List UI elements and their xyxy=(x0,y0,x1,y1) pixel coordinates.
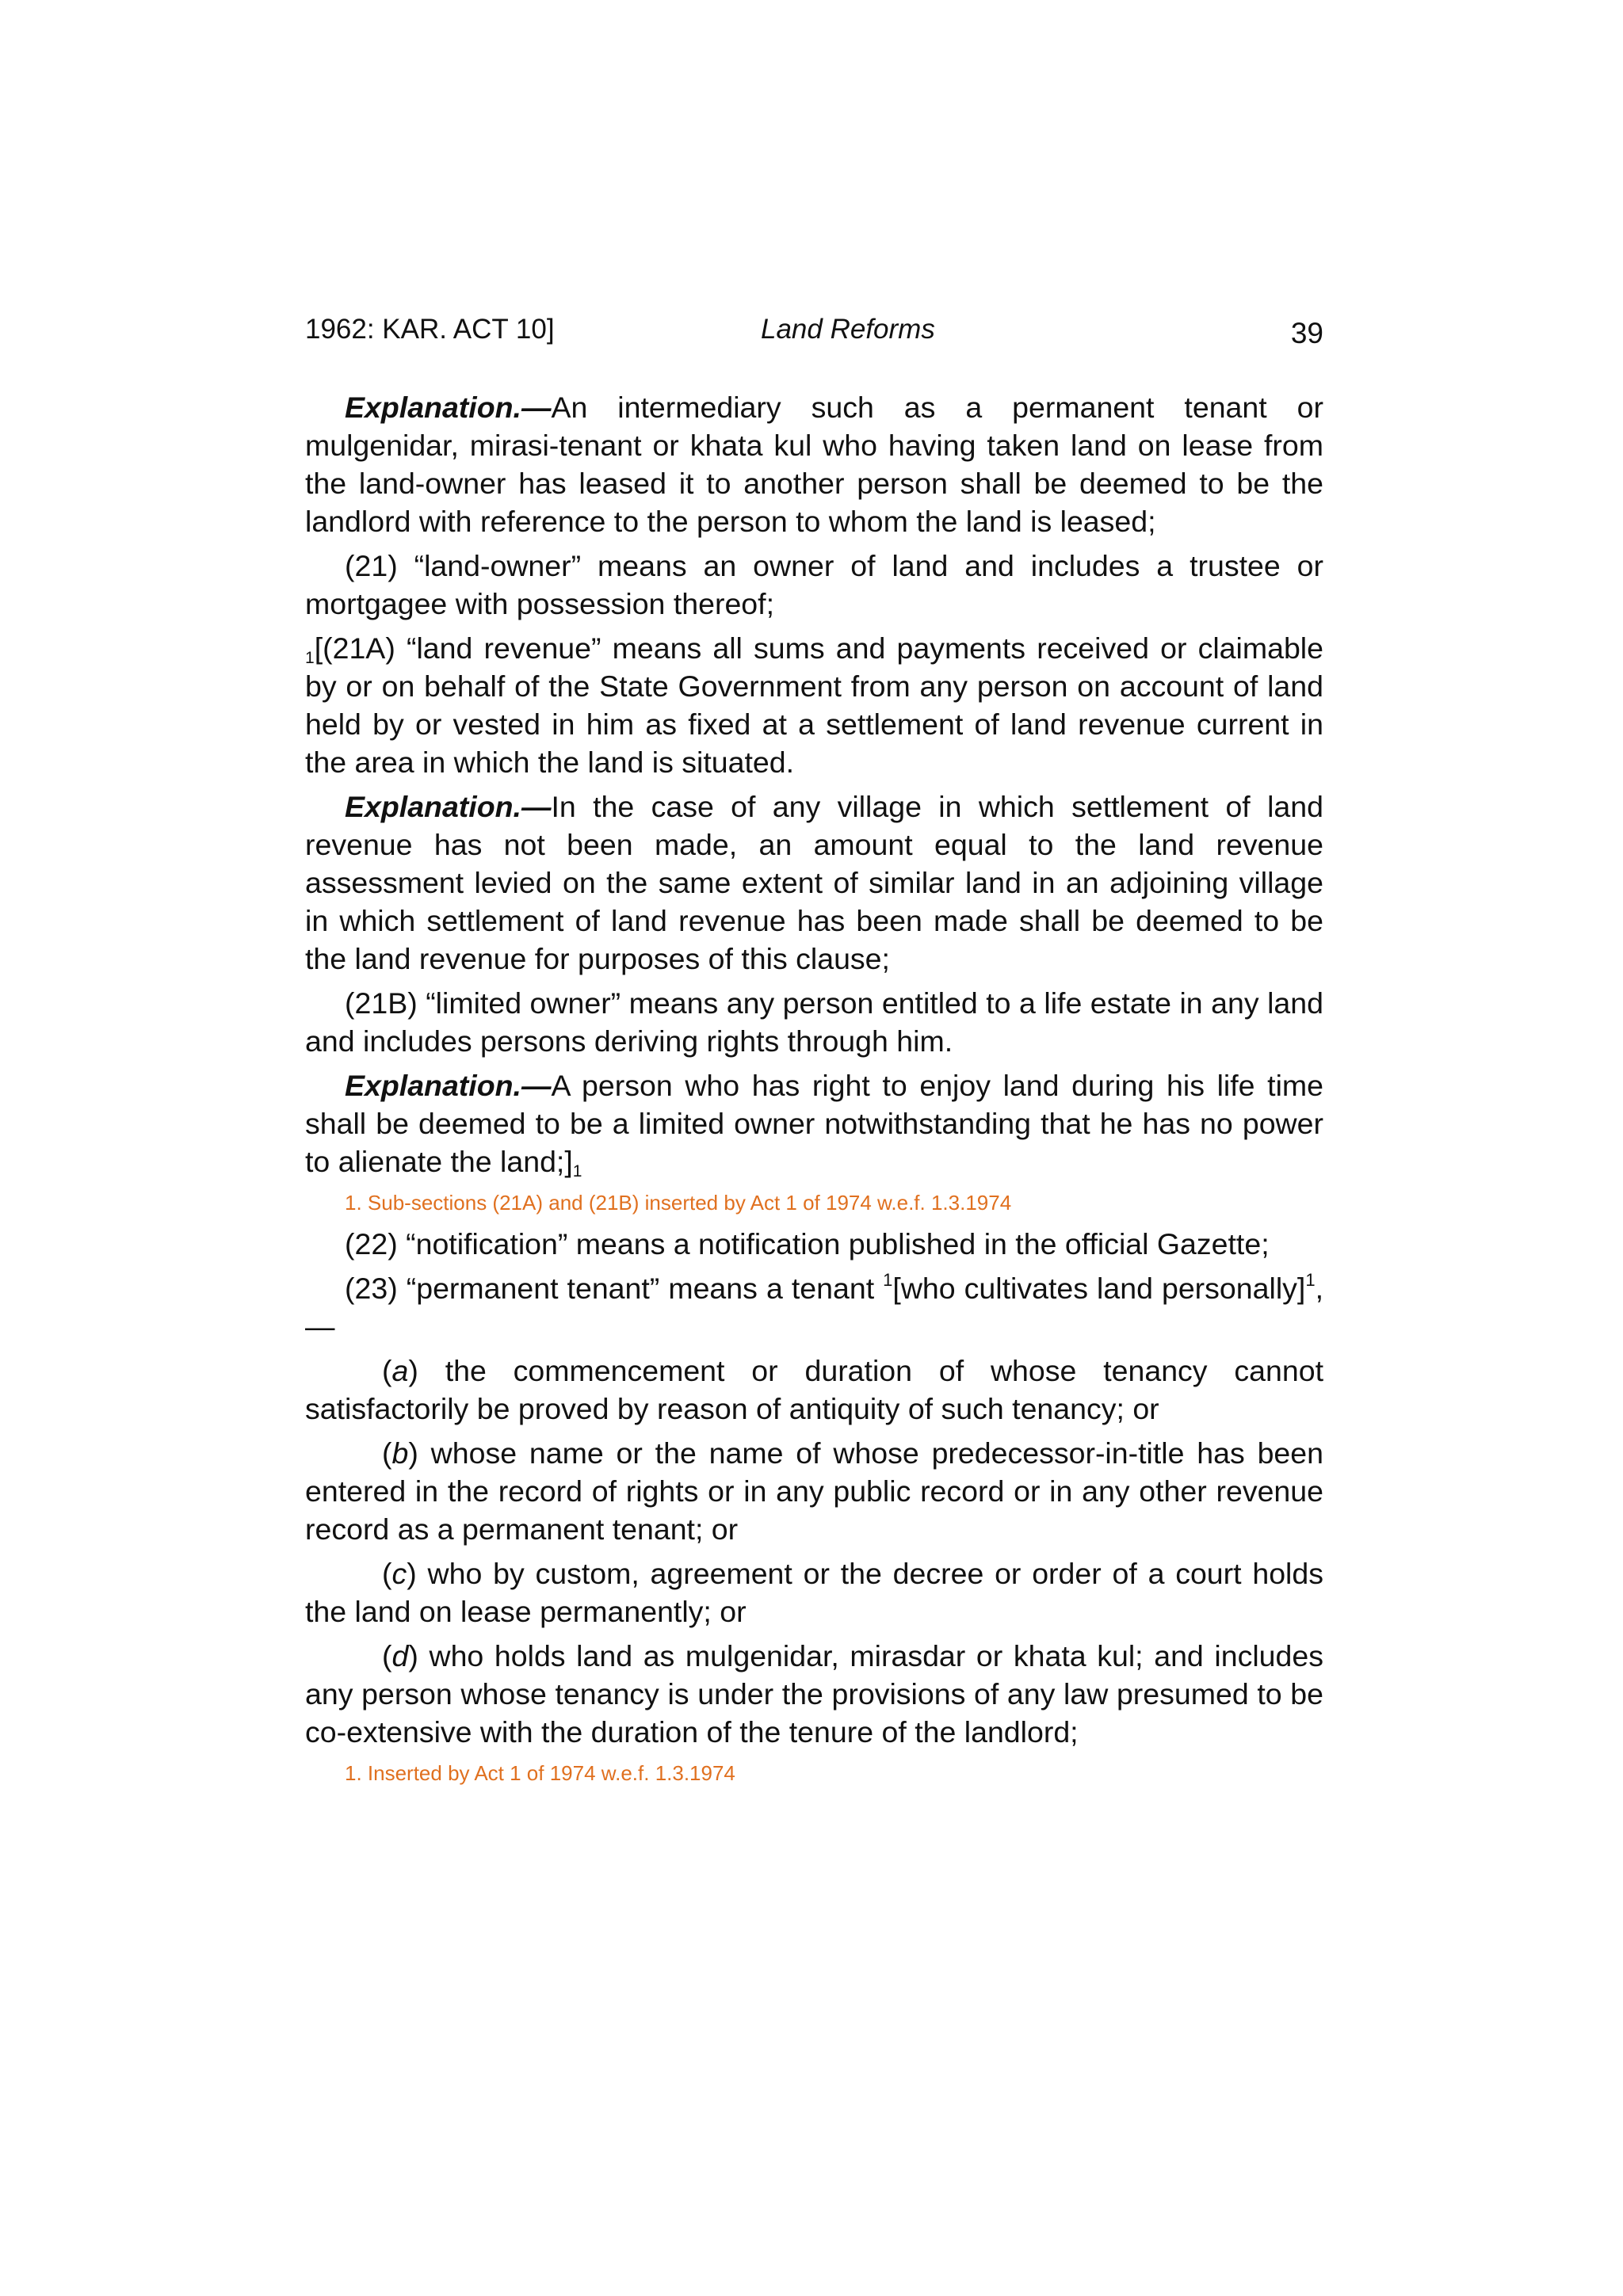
paragraph-text: who by custom, agreement or the decree or order of a court holds the land on lease permanently; or xyxy=(305,1557,1323,1628)
clause-open-paren: ( xyxy=(382,1639,392,1672)
explanation-paragraph-3 xyxy=(305,1066,1323,1180)
paragraph-text: In the case of any village in which settlement of land revenue has not been made, an amount equal to the land revenue assessment levied on the same extent of similar land in an adjoining village in which settlement of land revenue has been made shall be deemed to be the land revenue for purposes of this clause; xyxy=(305,790,1323,975)
clause-open-paren: ( xyxy=(382,1436,392,1470)
page-body xyxy=(305,388,1323,1795)
sub-clause-d xyxy=(305,1637,1323,1751)
clause-open-paren: ( xyxy=(382,1557,392,1590)
paragraph-text: (22) “notification” means a notification published in the official Gazette; xyxy=(345,1227,1270,1261)
paragraph-text: (23) “permanent tenant” means a tenant xyxy=(345,1272,884,1305)
clause-open-paren: ( xyxy=(382,1354,392,1387)
clause-close-paren: ) xyxy=(408,1639,430,1672)
paragraph-text: the commencement or duration of whose tenancy cannot satisfactorily be proved by reason of antiquity of such tenancy; or xyxy=(305,1354,1323,1425)
clause-21-land-owner xyxy=(305,547,1323,623)
amendment-superscript: 1 xyxy=(883,1270,893,1290)
clause-letter: a xyxy=(391,1354,409,1387)
clause-21a-land-revenue xyxy=(305,629,1323,781)
paragraph-text: An intermediary such as a permanent tenant or mulgenidar, mirasi-tenant or khata kul who having taken land on lease from the land-owner has leased it to another person shall be deemed to be the landlord with reference to the person to whom the land is leased; xyxy=(305,391,1323,538)
clause-letter: d xyxy=(391,1639,409,1672)
sub-clause-c xyxy=(305,1554,1323,1630)
clause-21b-limited-owner xyxy=(305,984,1323,1060)
explanation-paragraph-2 xyxy=(305,788,1323,978)
amendment-superscript: 1 xyxy=(1305,1270,1316,1290)
paragraph-text: (21) “land-owner” means an owner of land and includes a trustee or mortgagee with possession thereof; xyxy=(305,549,1323,620)
running-header xyxy=(305,311,1323,350)
sub-clause-b xyxy=(305,1434,1323,1548)
page-number: 39 xyxy=(1290,317,1323,349)
footnote-1: 1. Sub-sections (21A) and (21B) inserted by Act 1 of 1974 w.e.f. 1.3.1974 xyxy=(345,1191,1012,1215)
paragraph-text: A person who has right to enjoy land during his life time shall be deemed to be a limited owner notwithstanding that he has no power to alienate the land;] xyxy=(305,1069,1323,1178)
amendment-marker: 1 xyxy=(572,1162,582,1180)
explanation-lead: Explanation.— xyxy=(345,1069,552,1102)
running-title: Land Reforms xyxy=(761,314,935,345)
paragraph-text: ,— xyxy=(305,1272,1323,1343)
act-citation: 1962: KAR. ACT 10] xyxy=(305,314,555,345)
paragraph-text: who holds land as mulgenidar, mirasdar or khata kul; and includes any person whose tenancy is under the provisions of any law presumed to be co-extensive with the duration of the tenure of the landlord; xyxy=(305,1639,1323,1749)
clause-letter: b xyxy=(391,1436,409,1470)
clause-close-paren: ) xyxy=(408,1354,445,1387)
footnote-2: 1. Inserted by Act 1 of 1974 w.e.f. 1.3.1974 xyxy=(345,1761,735,1785)
clause-23-permanent-tenant xyxy=(305,1269,1323,1345)
paragraph-text: whose name or the name of whose predecessor-in-title has been entered in the record of rights or in any public record or in any other revenue record as a permanent tenant; or xyxy=(305,1436,1323,1546)
clause-22-notification xyxy=(305,1225,1323,1263)
paragraph-text: [(21A) “land revenue” means all sums and payments received or claimable by or on behalf of the State Government from any person on account of land held by or vested in him as fixed at a settlement of land revenue current in the area in which the land is situated. xyxy=(305,631,1323,779)
sub-clause-a xyxy=(305,1352,1323,1428)
explanation-paragraph-1 xyxy=(305,388,1323,540)
paragraph-text: [who cultivates land personally] xyxy=(892,1272,1306,1305)
clause-letter: c xyxy=(391,1557,407,1590)
paragraph-text: (21B) “limited owner” means any person entitled to a life estate in any land and includes persons deriving rights through him. xyxy=(305,986,1323,1058)
clause-close-paren: ) xyxy=(407,1557,428,1590)
amendment-marker: 1 xyxy=(305,649,315,667)
clause-close-paren: ) xyxy=(408,1436,431,1470)
explanation-lead: Explanation.— xyxy=(345,391,552,424)
explanation-lead: Explanation.— xyxy=(345,790,552,823)
